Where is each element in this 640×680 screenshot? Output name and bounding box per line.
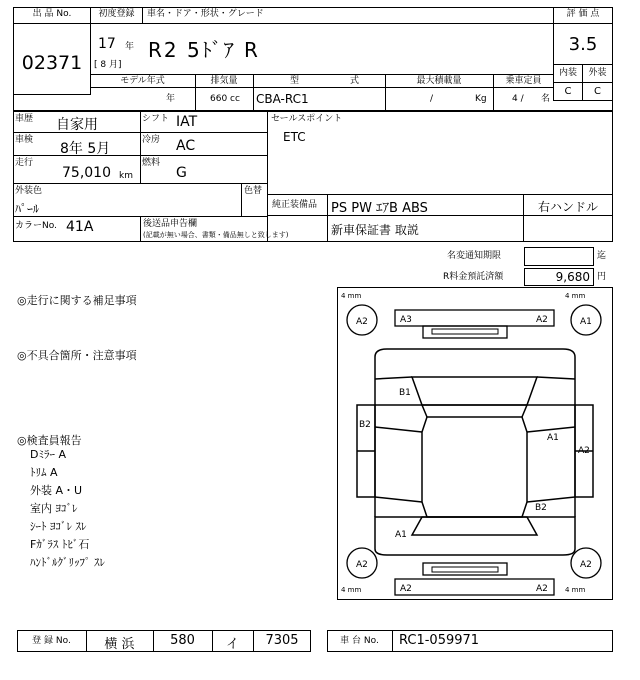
tire-mark-fr: 4 mm bbox=[565, 292, 586, 300]
name-change-unit: 迄 bbox=[597, 251, 607, 261]
fuel-value: G bbox=[176, 165, 187, 181]
exterior-label: 外装 bbox=[588, 68, 607, 78]
displacement-value: 660 cc bbox=[210, 94, 240, 104]
type-label-2: 式 bbox=[350, 76, 360, 86]
registration-class: 580 bbox=[170, 633, 195, 648]
sales-point-value: ETC bbox=[283, 130, 306, 144]
first-reg-year-unit: 年 bbox=[125, 42, 135, 52]
capacity-unit: 名 bbox=[541, 94, 551, 104]
docs-label: 後送品申告欄 bbox=[143, 219, 198, 229]
exterior-color-label: 外装色 bbox=[15, 186, 43, 196]
inspector-line-1: Dﾐﾗｰ A bbox=[30, 448, 66, 461]
steering-value: 右ハンドル bbox=[537, 200, 598, 214]
interior-label: 内装 bbox=[558, 68, 577, 78]
tire-mark-fl: 4 mm bbox=[341, 292, 362, 300]
inspection-label: 車検 bbox=[15, 135, 34, 145]
name-change-label: 名変通知期限 bbox=[447, 251, 502, 261]
max-load-unit: Kg bbox=[475, 94, 487, 104]
registration-label: 登 録 No. bbox=[32, 636, 71, 646]
mileage-label: 走行 bbox=[15, 158, 34, 168]
displacement-label: 排気量 bbox=[210, 76, 238, 86]
svg-text:A3: A3 bbox=[400, 315, 412, 325]
score-label: 評 価 点 bbox=[566, 9, 600, 19]
driving-heading: ◎走行に関する補足事項 bbox=[17, 294, 137, 307]
svg-text:B2: B2 bbox=[535, 503, 547, 513]
recycle-unit: 円 bbox=[597, 272, 607, 282]
sales-point-label: セールスポイント bbox=[271, 114, 343, 124]
car-damage-diagram bbox=[337, 287, 613, 600]
equipment-value: PS PW ｴｱB ABS bbox=[331, 201, 428, 216]
shift-label: シフト bbox=[142, 114, 170, 124]
tire-mark-rr: 4 mm bbox=[565, 586, 586, 594]
svg-text:A1: A1 bbox=[395, 530, 407, 540]
docs-note: (記載が無い場合、書類・備品無しと致します) bbox=[143, 231, 289, 239]
first-reg-month: [ 8 月] bbox=[94, 60, 122, 70]
front-bumper bbox=[395, 310, 554, 326]
max-load-label: 最大積載量 bbox=[416, 76, 462, 86]
ac-value: AC bbox=[176, 138, 196, 154]
svg-text:A2: A2 bbox=[578, 446, 590, 456]
defect-heading: ◎不具合箇所・注意事項 bbox=[17, 349, 137, 362]
lot-no-value: 02371 bbox=[21, 52, 83, 74]
car-body-outline bbox=[357, 349, 593, 555]
registration-number: 7305 bbox=[265, 633, 299, 648]
exterior-grade: C bbox=[594, 86, 601, 97]
max-load-value: / bbox=[430, 94, 434, 104]
svg-text:A2: A2 bbox=[356, 317, 368, 327]
ac-label: 冷房 bbox=[142, 135, 161, 145]
history-value: 自家用 bbox=[56, 117, 98, 133]
car-name-label: 車名・ドア・形状・グレード bbox=[147, 9, 264, 19]
docs-box bbox=[267, 215, 613, 242]
model-year-value: 年 bbox=[166, 94, 176, 104]
svg-text:B2: B2 bbox=[359, 420, 371, 430]
capacity-label: 乗車定員 bbox=[505, 76, 542, 86]
car-name-value: R2 5ﾄﾞｱ R bbox=[148, 38, 260, 62]
chassis-value: RC1-059971 bbox=[399, 633, 480, 648]
svg-text:A2: A2 bbox=[536, 315, 548, 325]
svg-text:A2: A2 bbox=[536, 584, 548, 594]
color-no-label: カラーNo. bbox=[15, 221, 57, 231]
tire-mark-rl: 4 mm bbox=[341, 586, 362, 594]
inspector-line-4: 室内 ﾖｺﾞﾚ bbox=[30, 502, 78, 515]
name-change-box bbox=[524, 247, 594, 266]
type-label: 型 bbox=[290, 76, 300, 86]
inspector-line-6: Fｶﾞﾗｽ ﾄﾋﾞ石 bbox=[30, 538, 90, 551]
history-label: 車歴 bbox=[15, 114, 34, 124]
capacity-value: 4 / bbox=[512, 94, 524, 104]
first-reg-label: 初度登録 bbox=[98, 9, 135, 19]
inspection-value: 8年 5月 bbox=[60, 141, 111, 157]
recycle-value: 9,680 bbox=[555, 270, 590, 284]
registration-kana: イ bbox=[225, 637, 239, 652]
rear-bumper bbox=[395, 579, 554, 595]
inspector-line-3: 外装 A・U bbox=[30, 484, 83, 497]
inspector-line-5: ｼｰﾄ ﾖｺﾞﾚ ｽﾚ bbox=[30, 520, 87, 533]
inspector-line-2: ﾄﾘﾑ A bbox=[30, 466, 58, 479]
shift-value: IAT bbox=[176, 114, 198, 130]
mileage-value: 75,010 bbox=[62, 165, 111, 181]
color-no-value: 41A bbox=[66, 219, 94, 235]
model-year-label: モデル年式 bbox=[120, 76, 165, 86]
inspector-heading: ◎検査員報告 bbox=[17, 434, 82, 447]
svg-text:A2: A2 bbox=[400, 584, 412, 594]
docs-value: 新車保証書 取説 bbox=[331, 223, 419, 237]
equipment-label: 純正装備品 bbox=[272, 200, 318, 210]
svg-text:A2: A2 bbox=[580, 560, 592, 570]
svg-text:A2: A2 bbox=[356, 560, 368, 570]
lot-no-label: 出 品 No. bbox=[32, 9, 72, 19]
svg-text:A1: A1 bbox=[547, 433, 559, 443]
mileage-unit: km bbox=[119, 171, 133, 181]
registration-area: 横 浜 bbox=[104, 637, 135, 652]
type-value: CBA-RC1 bbox=[256, 92, 309, 106]
chassis-label: 車 台 No. bbox=[340, 636, 379, 646]
interior-grade: C bbox=[564, 86, 572, 97]
exterior-color-value: ﾊﾟｰﾙ bbox=[15, 202, 40, 216]
first-reg-year: 17 bbox=[98, 36, 116, 52]
svg-text:B1: B1 bbox=[399, 388, 411, 398]
color-change-label: 色替 bbox=[244, 186, 263, 196]
inspector-line-7: ﾊﾝﾄﾞﾙｸﾞﾘｯﾌﾟ ｽﾚ bbox=[30, 556, 105, 569]
recycle-label: R料金預託済額 bbox=[443, 272, 504, 282]
svg-text:A1: A1 bbox=[580, 317, 592, 327]
fuel-label: 燃料 bbox=[142, 158, 161, 168]
score-value: 3.5 bbox=[568, 34, 598, 55]
